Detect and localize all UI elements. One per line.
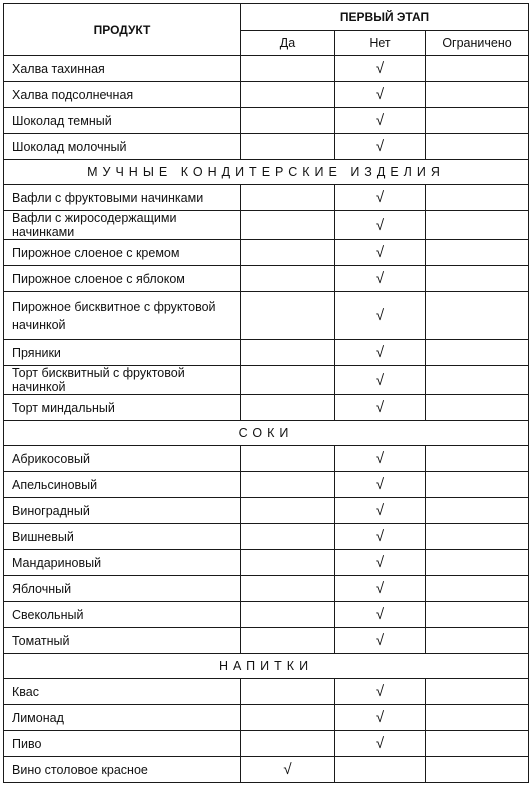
- cell-yes: [241, 266, 335, 292]
- product-name: Вафли с фруктовыми начинками: [4, 185, 241, 211]
- section-title: СОКИ: [4, 421, 529, 446]
- cell-no: [335, 82, 426, 108]
- table-row: [4, 340, 529, 366]
- check-mark-icon: √: [375, 371, 385, 389]
- product-name: Свекольный: [4, 602, 241, 628]
- table-row: [4, 82, 529, 108]
- cell-yes: [241, 340, 335, 366]
- cell-yes: [241, 240, 335, 266]
- header-no: Нет: [335, 31, 426, 56]
- table-row: [4, 395, 529, 421]
- product-name: Вино столовое красное: [4, 757, 241, 783]
- cell-no: [335, 628, 426, 654]
- cell-no: [335, 550, 426, 576]
- check-mark-icon: √: [375, 632, 385, 649]
- check-mark-icon: √: [375, 270, 385, 287]
- cell-yes: [241, 82, 335, 108]
- cell-yes: [241, 524, 335, 550]
- check-mark-icon: √: [375, 138, 385, 155]
- cell-yes: [241, 395, 335, 421]
- cell-yes: [241, 576, 335, 602]
- table-row: [4, 446, 529, 472]
- table-row: [4, 56, 529, 82]
- product-name: Торт миндальный: [4, 395, 241, 421]
- table-row: [4, 366, 529, 395]
- cell-yes: [241, 498, 335, 524]
- header-product: ПРОДУКТ: [4, 4, 241, 56]
- table-row: [4, 266, 529, 292]
- cell-yes: [241, 731, 335, 757]
- table-row: [4, 472, 529, 498]
- cell-limited: [426, 472, 529, 498]
- cell-limited: [426, 340, 529, 366]
- check-mark-icon: √: [375, 606, 385, 623]
- cell-no: [335, 108, 426, 134]
- product-name: Мандариновый: [4, 550, 241, 576]
- cell-limited: [426, 211, 529, 240]
- cell-limited: [426, 628, 529, 654]
- cell-limited: [426, 705, 529, 731]
- cell-no: [335, 185, 426, 211]
- check-mark-icon: √: [375, 580, 385, 597]
- check-mark-icon: √: [375, 502, 385, 519]
- check-mark-icon: √: [375, 86, 385, 103]
- table-row: [4, 498, 529, 524]
- product-name: Торт бисквитный с фруктовой начинкой: [4, 366, 241, 395]
- product-name: Шоколад молочный: [4, 134, 241, 160]
- check-mark-icon: √: [375, 189, 385, 206]
- product-name: Апельсиновый: [4, 472, 241, 498]
- cell-limited: [426, 576, 529, 602]
- check-mark-icon: √: [375, 554, 385, 571]
- cell-limited: [426, 395, 529, 421]
- check-mark-icon: √: [375, 60, 385, 77]
- cell-no: [335, 705, 426, 731]
- table-row: [4, 211, 529, 240]
- cell-yes: [241, 366, 335, 395]
- cell-yes: [241, 211, 335, 240]
- product-name: Яблочный: [4, 576, 241, 602]
- product-table: [3, 3, 529, 783]
- table-row: [4, 108, 529, 134]
- check-mark-icon: √: [375, 683, 385, 700]
- cell-yes: [241, 446, 335, 472]
- product-name: Абрикосовый: [4, 446, 241, 472]
- cell-yes: [241, 705, 335, 731]
- table-row: [4, 240, 529, 266]
- table-row: [4, 628, 529, 654]
- check-mark-icon: √: [375, 528, 385, 545]
- cell-limited: [426, 56, 529, 82]
- cell-limited: [426, 602, 529, 628]
- product-name: Пирожное бисквитное с фруктовой начинкой: [4, 292, 241, 340]
- section-header: [4, 421, 529, 446]
- table-row: [4, 731, 529, 757]
- cell-no: [335, 266, 426, 292]
- table-row: [4, 185, 529, 211]
- header-stage: ПЕРВЫЙ ЭТАП: [241, 4, 529, 31]
- cell-no: [335, 446, 426, 472]
- table-header: [4, 4, 529, 56]
- cell-limited: [426, 446, 529, 472]
- section-header: [4, 654, 529, 679]
- cell-limited: [426, 550, 529, 576]
- cell-yes: [241, 185, 335, 211]
- cell-no: [335, 757, 426, 783]
- cell-yes: [241, 628, 335, 654]
- cell-no: [335, 56, 426, 82]
- cell-yes: [241, 472, 335, 498]
- cell-no: [335, 395, 426, 421]
- table-row: [4, 134, 529, 160]
- cell-yes: [241, 757, 335, 783]
- cell-limited: [426, 731, 529, 757]
- cell-limited: [426, 679, 529, 705]
- cell-no: [335, 679, 426, 705]
- cell-no: [335, 498, 426, 524]
- section-header: [4, 160, 529, 185]
- cell-limited: [426, 185, 529, 211]
- check-mark-icon: √: [375, 112, 385, 129]
- cell-no: [335, 340, 426, 366]
- cell-no: [335, 524, 426, 550]
- table-row: [4, 757, 529, 783]
- cell-yes: [241, 108, 335, 134]
- check-mark-icon: √: [375, 399, 385, 416]
- product-name: Халва тахинная: [4, 56, 241, 82]
- table-row: [4, 524, 529, 550]
- table-row: [4, 576, 529, 602]
- cell-yes: [241, 602, 335, 628]
- table-row: [4, 550, 529, 576]
- product-name: Пирожное слоеное с кремом: [4, 240, 241, 266]
- product-name: Шоколад темный: [4, 108, 241, 134]
- product-name: Пирожное слоеное с яблоком: [4, 266, 241, 292]
- product-name: Пряники: [4, 340, 241, 366]
- section-title: МУЧНЫЕ КОНДИТЕРСКИЕ ИЗДЕЛИЯ: [4, 160, 529, 185]
- check-mark-icon: √: [375, 735, 385, 752]
- table-row: [4, 602, 529, 628]
- cell-yes: [241, 134, 335, 160]
- check-mark-icon: √: [375, 709, 385, 726]
- check-mark-icon: √: [375, 476, 385, 493]
- product-name: Пиво: [4, 731, 241, 757]
- table-row: [4, 705, 529, 731]
- check-mark-icon: √: [375, 344, 385, 361]
- table-body: [4, 56, 529, 783]
- check-mark-icon: √: [375, 306, 385, 324]
- cell-yes: [241, 292, 335, 340]
- cell-no: [335, 366, 426, 395]
- cell-limited: [426, 134, 529, 160]
- cell-no: [335, 576, 426, 602]
- product-name: Вишневый: [4, 524, 241, 550]
- section-title: НАПИТКИ: [4, 654, 529, 679]
- check-mark-icon: √: [283, 761, 292, 778]
- cell-no: [335, 211, 426, 240]
- cell-no: [335, 240, 426, 266]
- product-name: Лимонад: [4, 705, 241, 731]
- check-mark-icon: √: [375, 450, 385, 467]
- cell-yes: [241, 550, 335, 576]
- table-row: [4, 292, 529, 340]
- check-mark-icon: √: [375, 216, 385, 234]
- product-name: Вафли с жиросодержащими начинками: [4, 211, 241, 240]
- cell-no: [335, 602, 426, 628]
- product-name: Виноградный: [4, 498, 241, 524]
- cell-limited: [426, 240, 529, 266]
- cell-yes: [241, 56, 335, 82]
- cell-no: [335, 292, 426, 340]
- product-name: Квас: [4, 679, 241, 705]
- product-name: Томатный: [4, 628, 241, 654]
- cell-limited: [426, 498, 529, 524]
- cell-limited: [426, 757, 529, 783]
- cell-no: [335, 472, 426, 498]
- cell-limited: [426, 524, 529, 550]
- cell-limited: [426, 266, 529, 292]
- cell-yes: [241, 679, 335, 705]
- header-yes: Да: [241, 31, 335, 56]
- cell-limited: [426, 366, 529, 395]
- cell-no: [335, 731, 426, 757]
- cell-limited: [426, 82, 529, 108]
- product-name: Халва подсолнечная: [4, 82, 241, 108]
- check-mark-icon: √: [375, 244, 385, 261]
- cell-limited: [426, 292, 529, 340]
- cell-no: [335, 134, 426, 160]
- header-limited: Ограничено: [426, 31, 529, 56]
- table-row: [4, 679, 529, 705]
- cell-limited: [426, 108, 529, 134]
